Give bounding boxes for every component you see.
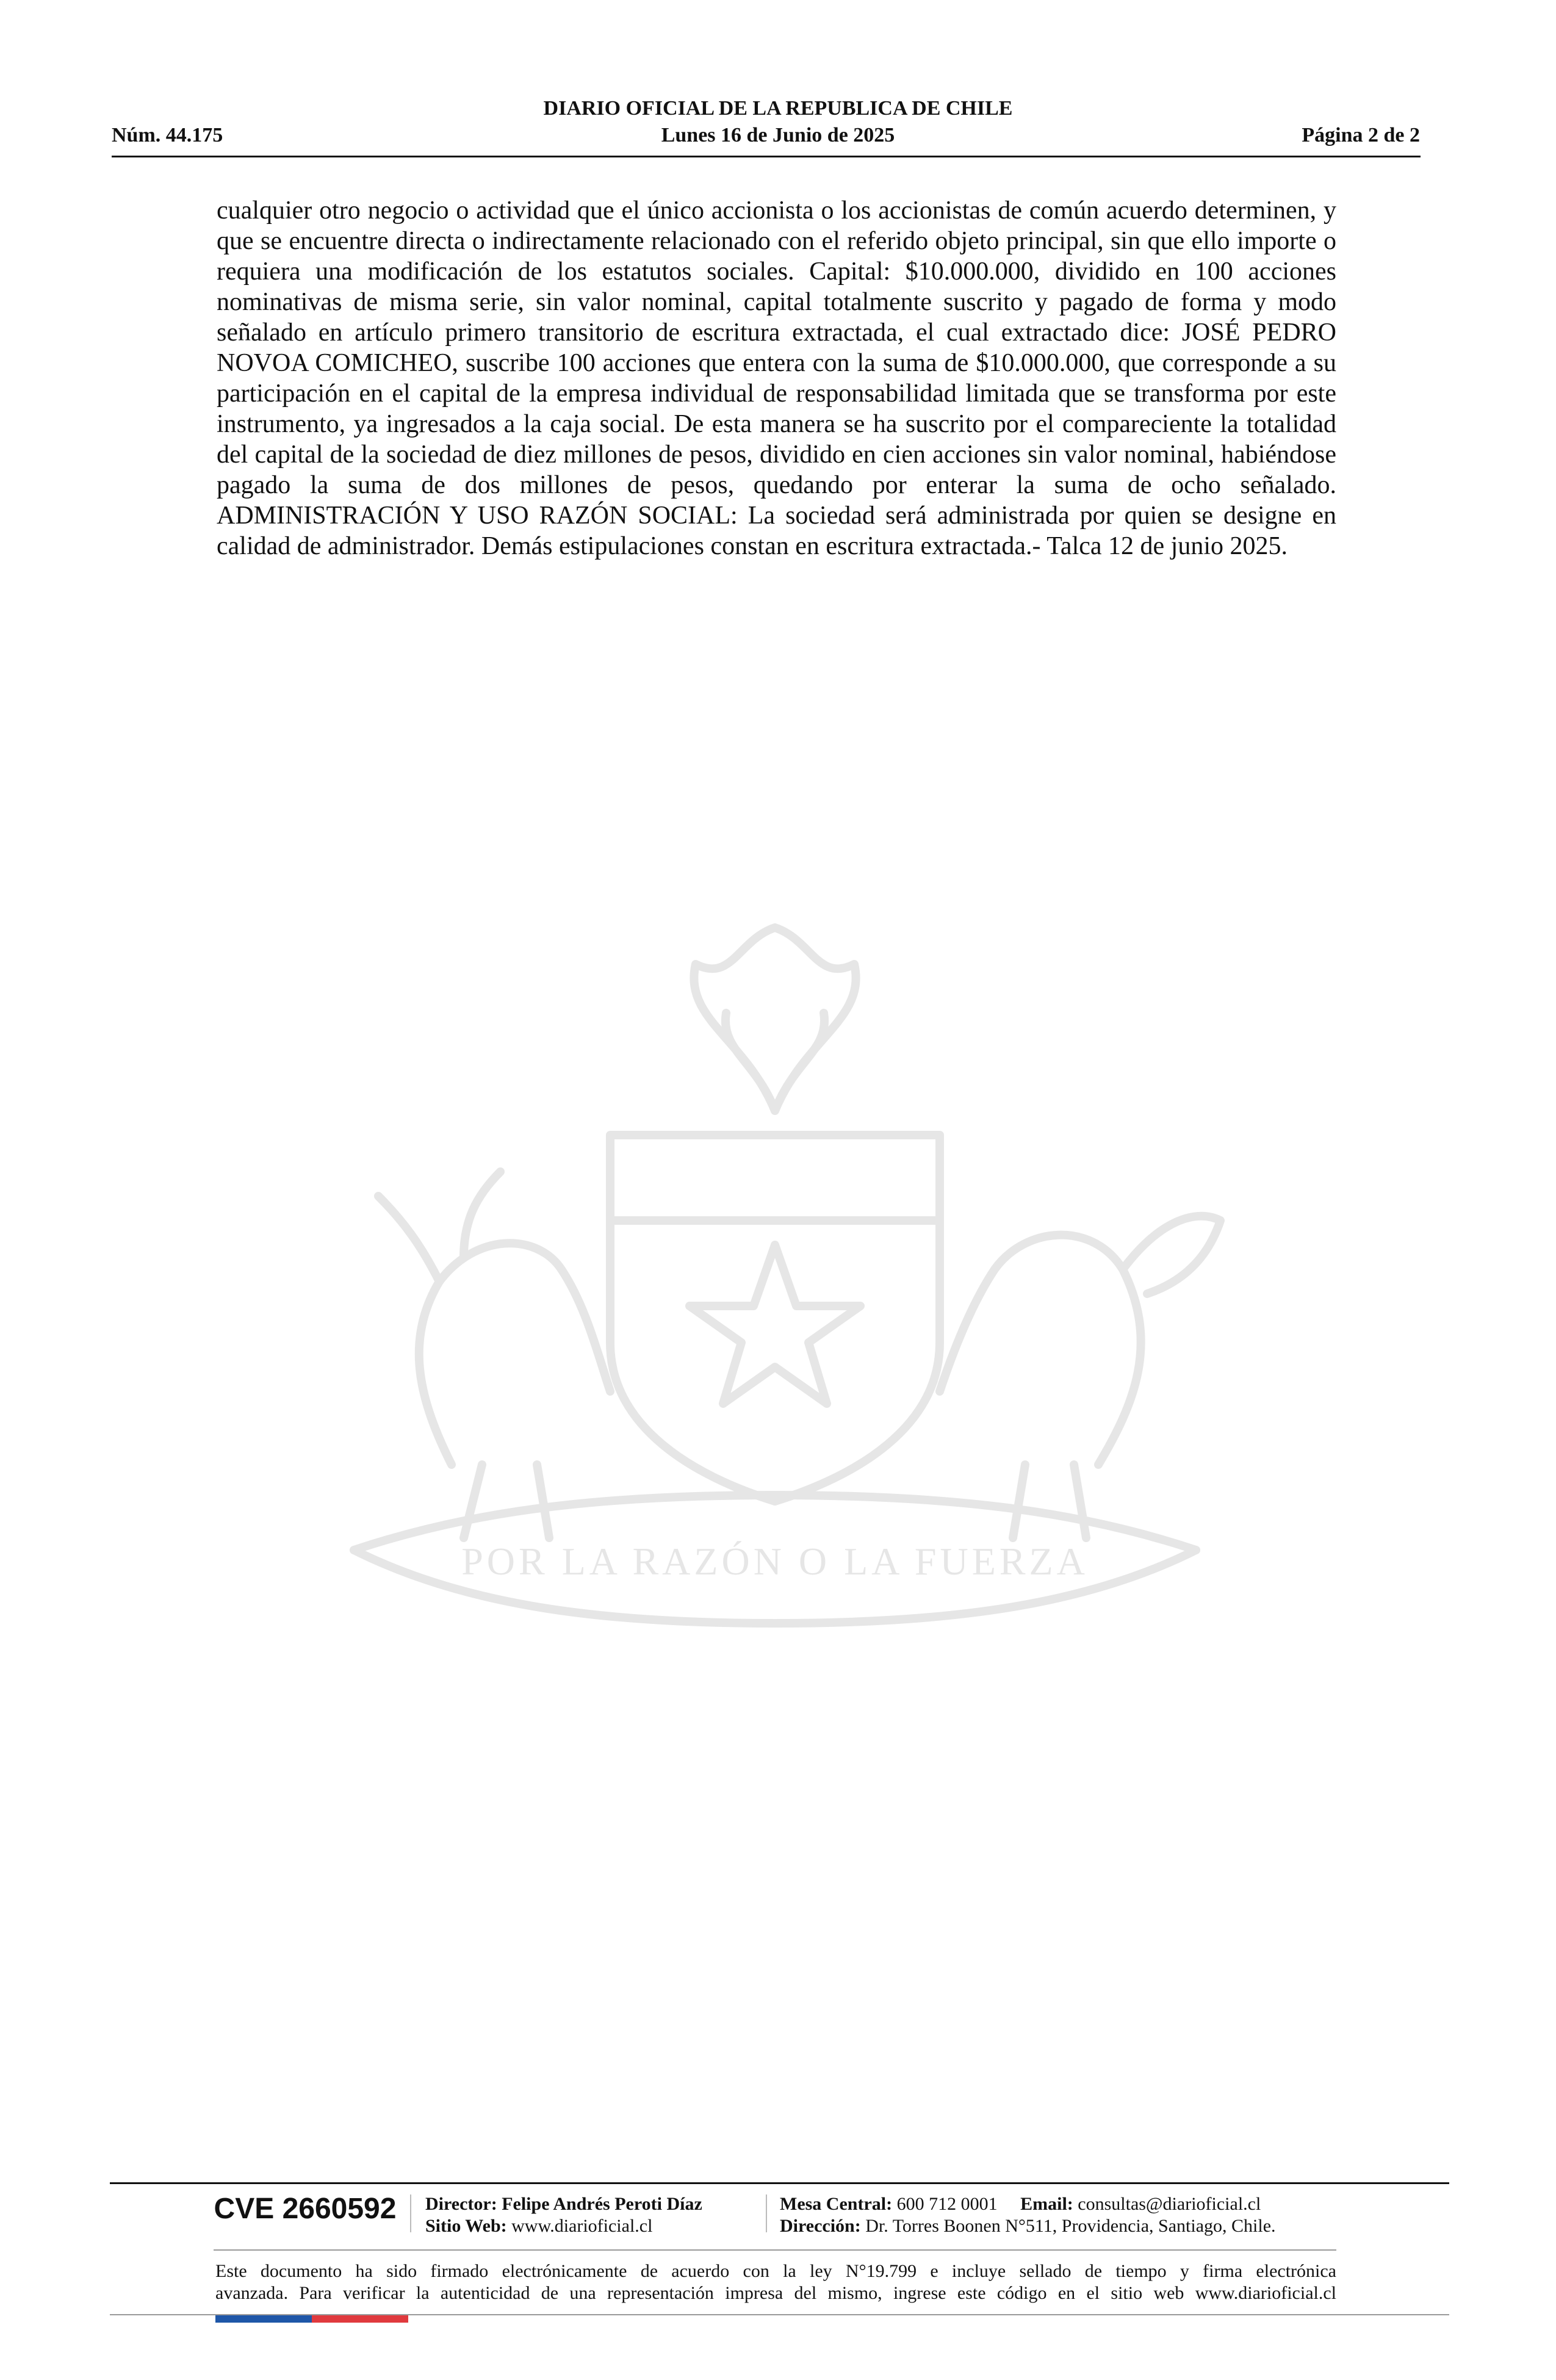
cve-code: CVE 2660592 xyxy=(214,2193,397,2225)
footer-mid-divider xyxy=(214,2249,1336,2251)
footer-separator xyxy=(410,2194,411,2232)
flag-stripe-red xyxy=(312,2315,408,2323)
address-text: Dr. Torres Boonen N°511, Providencia, Santiago, Chile. xyxy=(865,2216,1276,2236)
footer-website: Sitio Web: www.diarioficial.cl xyxy=(425,2216,653,2236)
header-divider xyxy=(112,156,1421,157)
extract-paragraph: cualquier otro negocio o actividad que el único accionista o los accionistas de común acuerdo determinen, y que se encuentre directa o indirectamente relacionado con el referido objeto principal, sin que ello importe o requiera una modificación de los estatutos sociales. Capital: $10.000.000, dividido en 100 acciones nominativas de misma serie, sin valor nominal, capital totalmente suscrito y pagado de forma y modo señalado en artículo primero transitorio de escritura extractada, el cual extractado dice: JOSÉ PEDRO NOVOA COMICHEO, suscribe 100 acciones que entera con la suma de $10.000.000, que corresponde a su participación en el capital de la empresa individual de responsabilidad limitada que se transforma por este instrumento, ya ingresados a la caja social. De esta manera se ha suscrito por el compareciente la totalidad del capital de la sociedad de diez millones de pesos, dividido en cien acciones sin valor nominal, habiéndose pagado la suma de dos millones de pesos, quedando por enterar la suma de ocho señalado. ADMINISTRACIÓN Y USO RAZÓN SOCIAL: La sociedad será administrada por quien se designe en calidad de administrador. Demás estipulaciones constan en escritura extractada.- Talca 12 de junio 2025. xyxy=(217,197,1336,560)
footer-separator xyxy=(766,2194,767,2232)
flag-stripe-blue xyxy=(215,2315,312,2323)
newspaper-title: DIARIO OFICIAL DE LA REPUBLICA DE CHILE xyxy=(543,97,1013,120)
footer-top-divider xyxy=(110,2182,1449,2184)
page-indicator: Página 2 de 2 xyxy=(1302,124,1420,146)
footer-address: Dirección: Dr. Torres Boonen N°511, Providencia, Santiago, Chile. xyxy=(780,2216,1276,2236)
signature-disclaimer-line-1: Este documento ha sido firmado electrónicamente de acuerdo con la ley N°19.799 e incluye sellado de tiempo y firma electrónica xyxy=(215,2261,1336,2281)
email-link[interactable]: consultas@diarioficial.cl xyxy=(1078,2194,1261,2214)
footer-contact: Mesa Central: 600 712 0001 Email: consultas@diarioficial.cl xyxy=(780,2194,1261,2214)
footer-director: Director: Felipe Andrés Peroti Díaz xyxy=(425,2194,702,2214)
coat-of-arms-watermark xyxy=(220,879,1330,1672)
website-link[interactable]: www.diarioficial.cl xyxy=(511,2216,653,2236)
signature-disclaimer-line-2: avanzada. Para verificar la autenticidad de una representación impresa del mismo, ingrese este código en el sitio web www.diarioficial.cl xyxy=(215,2283,1336,2303)
issue-number: Núm. 44.175 xyxy=(112,124,223,146)
issue-date: Lunes 16 de Junio de 2025 xyxy=(661,124,895,146)
phone-number: 600 712 0001 xyxy=(896,2194,998,2214)
watermark-motto: POR LA RAZÓN O LA FUERZA xyxy=(461,1540,1089,1583)
